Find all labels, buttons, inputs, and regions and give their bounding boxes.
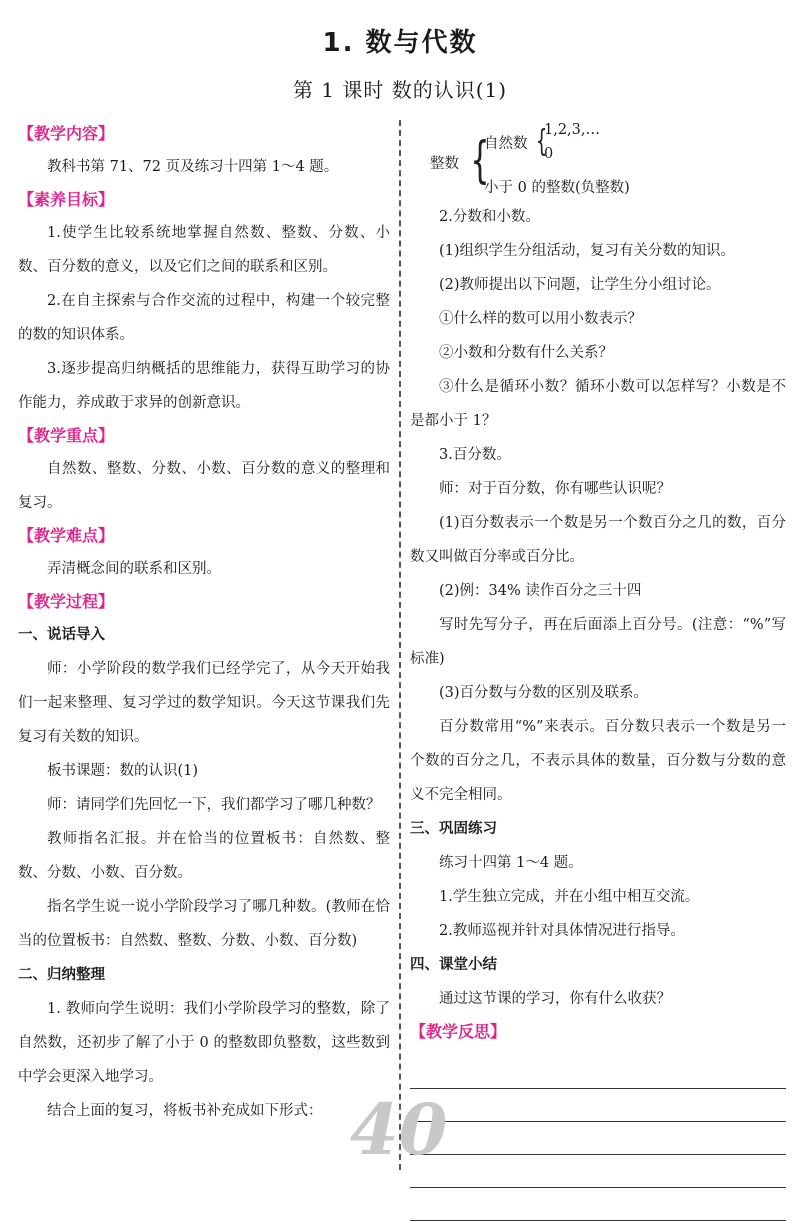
brace-icon: { [535,124,548,159]
integer-label: 整数 [430,156,459,172]
paragraph: 1.学生独立完成，并在小组中相互交流。 [439,889,700,905]
paragraph: 通过这节课的学习，你有什么收获？ [439,991,671,1007]
paragraph: 3.百分数。 [439,447,511,463]
part-1-title: 一、说话导入 [18,627,105,643]
paragraph: 2.教师巡视并针对具体情况进行指导。 [439,923,685,939]
difficulties-text: 弄清概念间的联系和区别。 [47,561,221,577]
paragraph: 练习十四第 1～4 题。 [439,855,583,871]
goal-2: 2.在自主探索与合作交流的过程中，构建一个较完整的数的知识体系。 [18,293,390,343]
paragraph: 写时先写分子，再在后面添上百分号。(注意：“%”写标准) [410,617,786,667]
writing-line [410,1188,786,1221]
paragraph: (2)教师提出以下问题，让学生分小组讨论。 [439,277,721,293]
writing-line [410,1155,786,1188]
content-text: 教科书第 71、72 页及练习十四第 1～4 题。 [47,159,339,175]
section-key-points: 【教学重点】 [18,426,115,445]
paragraph: (1)百分数表示一个数是另一个数百分之几的数，百分数又叫做百分率或百分比。 [410,515,786,565]
part-4-title: 四、课堂小结 [410,957,497,973]
part-3-title: 三、巩固练习 [410,821,497,837]
page-number: 40 [350,1088,448,1171]
natural-number-items: 1,2,3,… [544,122,601,138]
brace-icon: { [470,131,490,189]
paragraph: 师：请同学们先回忆一下，我们都学习了哪几种数？ [47,797,381,813]
lesson-title: 第 1 课时 数的认识(1) [292,78,508,102]
number-classification-diagram [430,118,786,200]
section-teaching-content: 【教学内容】 [18,124,115,143]
paragraph: 百分数常用“%”来表示。百分数只表示一个数是另一个数的百分之几，不表示具体的数量，百分数与分数的意义不完全相同。 [410,719,786,803]
paragraph: 结合上面的复习，将板书补充成如下形式： [47,1103,323,1119]
paragraph: (1)组织学生分组活动，复习有关分数的知识。 [439,243,736,259]
paragraph: 师：小学阶段的数学我们已经学完了，从今天开始我们一起来整理、复习学过的数学知识。今天这节课我们先复习有关数的知识。 [18,661,390,745]
paragraph: (3)百分数与分数的区别及联系。 [439,685,649,701]
section-process: 【教学过程】 [18,592,115,611]
zero-item: 0 [544,146,554,162]
paragraph: ③什么是循环小数？循环小数可以怎样写？小数是不是都小于 1？ [410,379,786,429]
paragraph: 教师指名汇报。并在恰当的位置板书：自然数、整数、分数、小数、百分数。 [18,831,390,881]
section-difficulties: 【教学难点】 [18,526,115,545]
column-divider [399,120,401,1170]
paragraph: ①什么样的数可以用小数表示？ [439,311,642,327]
part-2-title: 二、归纳整理 [18,967,105,983]
paragraph: (2)例：34% 读作百分之三十四 [439,583,642,599]
reflection-lines [410,1056,786,1221]
paragraph: 2.分数和小数。 [439,209,540,225]
writing-line [410,1122,786,1155]
paragraph: 指名学生说一说小学阶段学习了哪几种数。(教师在恰当的位置板书：自然数、整数、分数、小数、百分数) [18,899,390,949]
negative-integer-label: 小于 0 的整数(负整数) [484,180,630,196]
goal-3: 3.逐步提高归纳概括的思维能力，获得互助学习的协作能力，养成敢于求异的创新意识。 [18,361,390,411]
section-reflection: 【教学反思】 [410,1022,507,1041]
paragraph: 1. 教师向学生说明：我们小学阶段学习的整数，除了自然数，还初步了解了小于 0 的整数即负整数，这些数到中学会更深入地学习。 [18,1001,390,1085]
goal-1: 1.使学生比较系统地掌握自然数、整数、分数、小数、百分数的意义，以及它们之间的联系和区别。 [18,225,390,275]
left-column [18,118,390,1128]
section-goals: 【素养目标】 [18,190,115,209]
paragraph: 板书课题：数的认识(1) [47,763,199,779]
chapter-title: 1. 数与代数 [322,28,478,58]
writing-line [410,1089,786,1122]
writing-line [410,1056,786,1089]
natural-number-label: 自然数 [484,136,528,152]
right-column [410,118,786,1221]
paragraph: 师：对于百分数，你有哪些认识呢？ [439,481,671,497]
paragraph: ②小数和分数有什么关系？ [439,345,613,361]
key-points-text: 自然数、整数、分数、小数、百分数的意义的整理和复习。 [18,461,390,511]
